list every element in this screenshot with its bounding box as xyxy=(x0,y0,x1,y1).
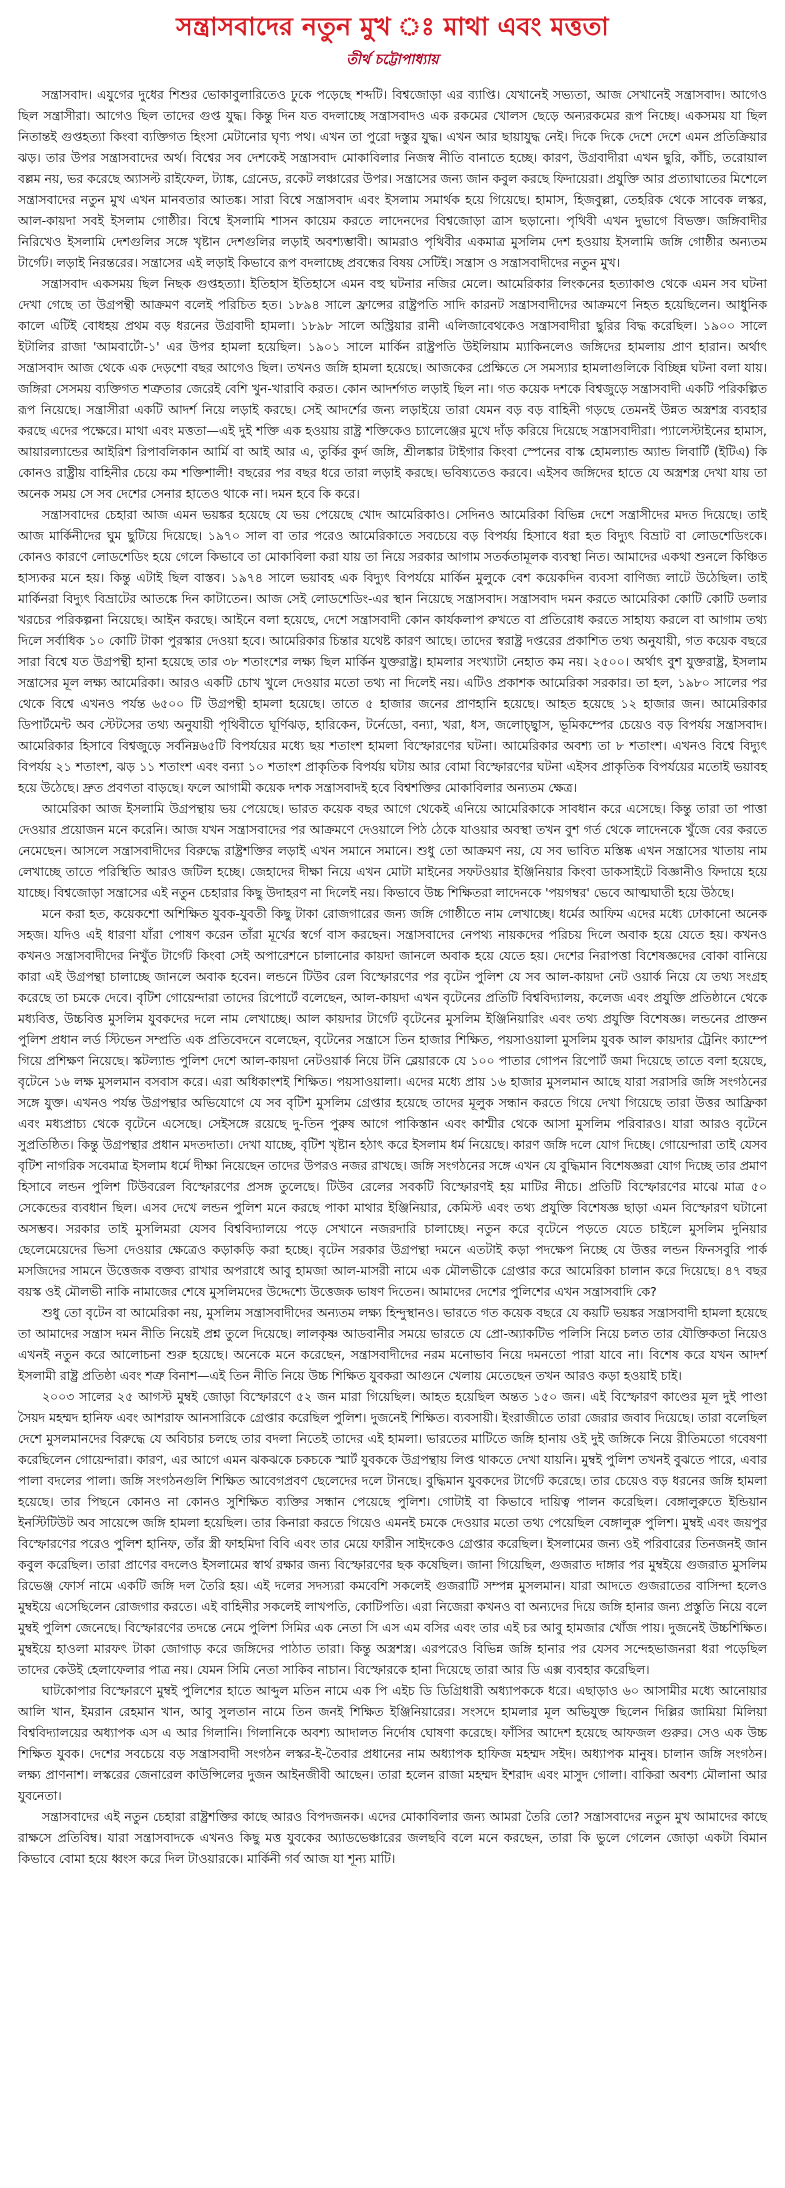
article-paragraph: সন্ত্রাসবাদ। এযুগের দুধের শিশুর ভোকাবুলারিতেও ঢুকে পড়েছে শব্দটি। বিশ্বজোড়া এর ব্যাপ্তি। যেখানেই সভ্যতা, আজ সেখানেই সন্ত্রাসবাদ। আগেও ছিল সন্ত্রাসীরা। আগেও ছিল তাদের গুপ্ত যুদ্ধ। কিন্তু দিন যত বদলাচ্ছে সন্ত্রাসবাদও এক রকমের খোলস ছেড়ে অন্যরকমের রূপ নিচ্ছে। একসময় যা ছিল নিতান্তই গুপ্তহত্যা কিংবা ব্যক্তিগত হিংসা মেটানোর ঘৃণ্য পথ। এখন তা পুরো দস্তুর যুদ্ধ। এখন আর ছায়াযুদ্ধ নেই। দিকে দিকে দেশে দেশে এমন প্রতিক্রিয়ার ঝড়। তার উপর সন্ত্রাসবাদের অর্থ। বিশ্বের সব দেশকেই সন্ত্রাসবাদ মোকাবিলার নিজস্ব নীতি বানাতে হচ্ছে। কারণ, উগ্রবাদীরা এখন ছুরি, কাঁচি, তরোয়াল বল্লম নয়, ভর করেছে অ্যাসল্ট রাইফেল, ট্যাঙ্ক, গ্রেনেড, রকেট লঞ্চারের উপর। সন্ত্রাসের জন্য জান কবুল করছে ফিদায়েরা। প্রযুক্তি আর প্রত্যাঘাতের মিশেলে সন্ত্রাসবাদের নতুন মুখ এখন মানবতার আতঙ্ক। সারা বিশ্বে সন্ত্রাসবাদ এবং ইসলাম সমার্থক হয়ে গিয়েছে। হামাস, হিজবুল্লা, তেহরিক থেকে সাবেক লস্কর, আল-কায়দা সবই ইসলাম গোষ্ঠীর। বিশ্বে ইসলামি শাসন কায়েম করতে লাদেনদের বিশ্বজোড়া ত্রাস ছড়ানো। পৃথিবী এখন দুভাগে বিভক্ত। জঙ্গিবাদীর নিরিখেও ইসলামি দেশগুলির সঙ্গে খৃষ্টান দেশগুলির লড়াই অবশ্যম্ভাবী। আমরাও পৃথিবীর একমাত্র মুসলিম দেশ হওয়ায় ইসলামি জঙ্গি গোষ্ঠীর অন্যতম টার্গেট। লড়াই নিরন্তরের। সন্ত্রাসের এই লড়াই কিভাবে রূপ বদলাচ্ছে প্রবন্ধের বিষয় সেটিই। সন্ত্রাস ও সন্ত্রাসবাদীদের নতুন মুখ। xyxy=(18,87,767,270)
article-paragraph: ২০০৩ সালের ২৫ আগস্ট মুম্বই জোড়া বিস্ফোরণে ৫২ জন মারা গিয়েছিল। আহত হয়েছিল অন্তত ১৫০ জন। এই বিস্ফোরণ কাণ্ডের মূল দুই পাণ্ডা সৈয়দ মহম্মদ হানিফ এবং আশরাফ আনসারিকে গ্রেপ্তার করেছিল পুলিশ। দুজনেই শিক্ষিত। ব্যবসায়ী। ইংরাজীতে তারা জেরার জবাব দিয়েছে। তারা বলেছিল দেশে মুসলমানদের বিরুদ্ধে যে অবিচার চলছে তার বদলা নিতেই তাদের এই হামলা। ভারতের মাটিতে জঙ্গি হানায় ওই দুই জঙ্গিকে নিয়ে রীতিমতো গবেষণা করেছিলেন গোয়েন্দারা। কারণ, এর আগে এমন ঝকঝকে চকচকে স্মার্ট যুবককে উগ্রপন্থায় লিপ্ত থাকতে দেখা যায়নি। মুম্বই পুলিশ তখনই বুঝতে পারে, এবার পালা বদলের পালা। জঙ্গি সংগঠনগুলি শিক্ষিত আবেগপ্রবণ ছেলেদের দলে টানছে। বুদ্ধিমান যুবকদের টার্গেট করেছে। তার চেয়েও বড় ধরনের জঙ্গি হামলা হয়েছে। তার পিছনে কোনও না কোনও সুশিক্ষিত ব্যক্তির সন্ধান পেয়েছে পুলিশ। গোটাই বা কিভাবে দায়িত্ব পালন করেছিল। বেঙ্গালুরুতে ইন্ডিয়ান ইনস্টিটিউট অব সায়েন্সে জঙ্গি হামলা হয়েছিল। তার কিনারা করতে গিয়েও এমনই চমকে দেওয়ার মতো তথ্য পেয়েছিল বেঙ্গালুরু পুলিশ। মুম্বই এবং জয়পুর বিস্ফোরণের পরেও পুলিশ হানিফ, তাঁর স্ত্রী ফাহমিদা বিবি এবং তার মেয়ে ফারীন সাইদকেও গ্রেপ্তার করেছিল। ইসলামের জন্য ওই পরিবারের তিনজনই জান কবুল করেছিল। তারা প্রাণের বদলেও ইসলামের স্বার্থ রক্ষার জন্য বিস্ফোরণের ছক কষেছিল। জানা গিয়েছিল, গুজরাত দাঙ্গার পর মুম্বইয়ে গুজরাত মুসলিম রিভেঞ্জ ফোর্স নামে একটি জঙ্গি দল তৈরি হয়। এই দলের সদস্যরা কমবেশি সকলেই গুজরাটি সম্পন্ন মুসলমান। যারা আদতে গুজরাতের বাসিন্দা হলেও মুম্বইয়ে এসেছিলেন রোজগার করতে। এই বাহিনীর সকলেই লাখপতি, কোটিপতি। এরা নিজেরা কখনও বা অন্যদের দিয়ে জঙ্গি হানার জন্য প্রস্তুতি নিয়ে বলে মুম্বই পুলিশ জেনেছে। বিস্ফোরণের তদন্তে নেমে পুলিশ সিমির এক নেতা সি এস এম বসির এবং তার এই চর আবু হামজার খোঁজ পায়। দুজনেই উচ্চশিক্ষিত। মুম্বইয়ে হাওলা মারফৎ টাকা জোগাড় করে জঙ্গিদের পাঠাত তারা। কিন্তু অস্ত্রশস্ত্র। এরপরেও বিভিন্ন জঙ্গি হানার পর যেসব সন্দেহভাজনরা ধরা পড়েছিল তাদের কেউই হেলাফেলার পাত্র নয়। যেমন সিমি নেতা সাকিব নাচান। বিস্ফোরকে হানা দিয়েছে তারা আর ডি এক্স ব্যবহার করেছিল। xyxy=(18,1389,767,1677)
article-paragraph: আমেরিকা আজ ইসলামি উগ্রপন্থায় ভয় পেয়েছে। ভারত কয়েক বছর আগে থেকেই এনিয়ে আমেরিকাকে সাবধান করে এসেছে। কিন্তু তারা তা পাত্তা দেওয়ার প্রয়োজন মনে করেনি। আজ যখন সন্ত্রাসবাদের পর আক্রমণে দেওয়ালে পিঠ ঠেকে যাওয়ার অবস্থা তখন বুশ গর্ত থেকে লাদেনকে খুঁজে বের করতে নেমেছেন। আসলে সন্ত্রাসবাদীদের বিরুদ্ধে রাষ্ট্রশক্তির লড়াই এখন সমানে সমানে। শুধু তো আক্রমণ নয়, যে সব ভাবিত মস্তিষ্ক এখন সন্ত্রাসের খাতায় নাম লেখাচ্ছে তাতে পরিস্থিতি আরও জটিল হচ্ছে। জেহাদের দীক্ষা নিয়ে এখন মোটা মাইনের সফটওয়ার ইঞ্জিনিয়ার কিংবা ডাকসাইটে বিজ্ঞানীও ফিদায়ে হয়ে যাচ্ছে। বিশ্বজোড়া সন্ত্রাসের এই নতুন চেহারার কিছু উদাহরণ না দিলেই নয়। কিভাবে উচ্চ শিক্ষিতরা লাদেনকে 'পয়গম্বর' ভেবে আত্মঘাতী হয়ে উঠছে। xyxy=(18,801,767,900)
article-paragraph: সন্ত্রাসবাদ একসময় ছিল নিছক গুপ্তহত্যা। ইতিহাস ইতিহাসে এমন বহু ঘটনার নজির মেলে। আমেরিকার লিংকনের হত্যাকাণ্ড থেকে এমন সব ঘটনা দেখা গেছে তা উগ্রপন্থী আক্রমণ বলেই পরিচিত হত। ১৮৯৪ সালে ফ্রান্সের রাষ্ট্রপতি সাদি কারনট সন্ত্রাসবাদীদের আক্রমণে নিহত হয়েছিলেন। আধুনিক কালে এটিই বোধহয় প্রথম বড় ধরনের উগ্রবাদী হামলা। ১৮৯৮ সালে অস্ট্রিয়ার রানী এলিজাবেথকেও সন্ত্রাসবাদীরা ছুরির বিদ্ধ করেছিল। ১৯০০ সালে ইটালির রাজা 'আমবার্টো-১' এর উপর হামলা হয়েছিল। ১৯০১ সালে মার্কিন রাষ্ট্রপতি উইলিয়াম ম্যাকিনলেও জঙ্গিদের হামলায় প্রাণ হারান। অর্থাৎ সন্ত্রাসবাদ আজ থেকে এক দেড়শো বছর আগেও ছিল। তখনও জঙ্গি হামলা হয়েছে। আজকের প্রেক্ষিতে সে সমস্যার হামলাগুলিকে বিচ্ছিন্ন ঘটনা বলা যায়। জঙ্গিরা সেসময় ব্যক্তিগত শত্রুতার জেরেই বেশি খুন-খারাবি করত। কোন আদর্শগত লড়াই ছিল না। গত কয়েক দশকে বিশ্বজুড়ে সন্ত্রাসবাদী একটি পরিকল্পিত রূপ নিয়েছে। সন্ত্রাসীরা একটি আদর্শ নিয়ে লড়াই করছে। সেই আদর্শের জন্য লড়াইয়ে তারা যেমন বড় বড় বাহিনী গড়ছে তেমনই উন্নত অস্ত্রশস্ত্র ব্যবহার করছে এদের পক্ষেরে। মাথা এবং মত্ততা—এই দুই শক্তি এক হওয়ায় রাষ্ট্র শক্তিকেও চ্যালেঞ্জের মুখে দাঁড় করিয়ে দিয়েছে সন্ত্রাসবাদীরা। প্যালেস্টাইনের হামাস, আয়ারল্যান্ডের আইরিশ রিপাবলিকান আর্মি বা আই আর এ, তুর্কির কুর্দ জঙ্গি, শ্রীলঙ্কার টাইগার কিংবা স্পেনের বাস্ক হোমল্যান্ড অ্যান্ড লিবার্টি (ইটিএ) কি কোনও রাষ্ট্রীয় বাহিনীর চেয়ে কম শক্তিশালী! বছরের পর বছর ধরে তারা লড়াই করছে। ভবিষ্যতেও করবে। এইসব জঙ্গিদের হাতে যে অস্ত্রশস্ত্র দেখা যায় তা অনেক সময় সে সব দেশের সেনার হাতেও থাকে না। দমন হবে কি করে। xyxy=(18,276,768,501)
article-paragraph: শুধু তো বৃটেন বা আমেরিকা নয়, মুসলিম সন্ত্রাসবাদীদের অন্যতম লক্ষ্য হিন্দুস্থানও। ভারতে গত কয়েক বছরে যে কয়টি ভয়ঙ্কর সন্ত্রাসবাদী হামলা হয়েছে তা আমাদের সন্ত্রাস দমন নীতি নিয়েই প্রশ্ন তুলে দিয়েছে। লালকৃষ্ণ আডবানীর সময়ে ভারতে যে প্রো-অ্যাকটিভ পলিসি নিয়ে চলত তার যৌক্তিকতা নিয়েও এখনই নতুন করে আলোচনা শুরু হয়েছে। অনেকে মনে করেছেন, সন্ত্রাসবাদীদের নরম মনোভাব নিয়ে দমনতো পারা যাবে না। বিশেষ করে যখন আদর্শ ইসলামী রাষ্ট্র প্রতিষ্ঠা এবং শত্রু বিনাশ—এই তিন নীতি নিয়ে উচ্চ শিক্ষিত যুবকরা আগুনে খেলায় মেতেছেন তখন আরও কড়া হওয়াই চাই। xyxy=(18,1305,767,1383)
article-paragraph: ঘাটকোপার বিস্ফোরণে মুম্বই পুলিশের হাতে আব্দুল মতিন নামে এক পি এইচ ডি ডিগ্রিধারী অধ্যাপককে ধরে। এছাড়াও ৬০ আসামীর মধ্যে আনোয়ার আলি খান, ইমরান রেহমান খান, আবু সুলতান নামে তিন জনই শিক্ষিত ইঞ্জিনিয়ারের। সংসদে হামলার মূল অভিযুক্ত ছিলেন দিল্লির জামিয়া মিলিয়া বিশ্ববিদ্যালয়ের অধ্যাপক এস এ আর গিলানি। গিলানিকে অবশ্য আদালত নির্দোষ ঘোষণা করেছে। ফাঁসির আদেশ হয়েছে আফজল গুরুর। সেও এক উচ্চ শিক্ষিত যুবক। দেশের সবচেয়ে বড় সন্ত্রাসবাদী সংগঠন লস্কর-ই-তৈবার প্রধানের নাম অধ্যাপক হাফিজ মহম্মদ সইদ। অধ্যাপক মানুষ। চালান জঙ্গি সংগঠন। লক্ষ্য প্রাণনাশ। লস্করের জেনারেল কাউন্সিলের দুজন আইনজীবী আছেন। তারা হলেন রাজা মহম্মদ ইশরাদ এবং মাসুদ গোলা। বাকিরা অবশ্য মৌলানা আর যুবনেতা। xyxy=(18,1683,767,1803)
article-title: সন্ত্রাসবাদের নতুন মুখ ঃ মাথা এবং মত্ততা xyxy=(176,12,609,41)
article-body xyxy=(18,84,767,1869)
article-paragraph: সন্ত্রাসবাদের এই নতুন চেহারা রাষ্ট্রশক্তির কাছে আরও বিপদজনক। এদের মোকাবিলার জন্য আমরা তৈরি তো? সন্ত্রাসবাদের নতুন মুখ আমাদের কাছে রাক্ষসে প্রতিবিম্ব। যারা সন্ত্রাসবাদকে এখনও কিছু মত্ত যুবকের অ্যাডভেঞ্চারের জলছবি বলে মনে করছেন, তারা কি ভুলে গেলেন জোড়া একটা বিমান কিভাবে বোমা হয়ে ধ্বংস করে দিল টাওয়ারকে। মার্কিনী গর্ব আজ যা শূন্য মাটি। xyxy=(18,1809,767,1866)
article-paragraph: মনে করা হত, কয়েকশো অশিক্ষিত যুবক-যুবতী কিছু টাকা রোজগারের জন্য জঙ্গি গোষ্ঠীতে নাম লেখাচ্ছে। ধর্মের আফিম এদের মধ্যে ঢোকানো অনেক সহজ। যদিও এই ধারণা যাঁরা পোষণ করেন তাঁরা মূর্খের স্বর্গে বাস করছেন। সন্ত্রাসবাদের নেপথ্য নায়কদের পরিচয় দিলে অবাক হয়ে যেতে হয়। কখনও কখনও সন্ত্রাসবাদীদের নিখুঁত টার্গেট কিংবা সেই অপারেশনে চালানোর কায়দা জানলে অবাক হয়ে যেতে হয়। দেশের নিরাপত্তা বিশেষজ্ঞদের বোকা বানিয়ে কারা এই উগ্রপন্থা চালাচ্ছে জানলে অবাক হবেন। লন্ডনে টিউব রেল বিস্ফোরণের পর বৃটেন পুলিশ যে সব আল-কায়দা নেট ওয়ার্ক নিয়ে যে তথ্য সংগ্রহ করেছে তা চমকে দেবে। বৃটিশ গোয়েন্দারা তাদের রিপোর্টে বলেছেন, আল-কায়দা এখন বৃটেনের প্রতিটি বিশ্ববিদ্যালয়, কলেজ এবং প্রযুক্তি প্রতিষ্ঠানে থেকে মধ্যবিত্ত, উচ্চবিত্ত মুসলিম যুবকদের দলে নাম লেখাচ্ছে। আল কায়দার টার্গেট বৃটেনের মুসলিম ইঞ্জিনিয়ারিং এবং তথ্য প্রযুক্তি বিশেষজ্ঞ। লন্ডনের প্রাক্তন পুলিশ প্রধান লর্ড স্টিভেন সম্প্রতি এক প্রতিবেদনে বলেছেন, বৃটেনের সন্ত্রাসে তিন হাজার শিক্ষিত, পয়সাওয়ালা মুসলিম যুবক আল কায়দার ট্রেনিং ক্যাম্পে গিয়ে প্রশিক্ষণ নিয়েছে। স্কটল্যান্ড পুলিশ দেশে আল-কায়দা নেটওয়ার্ক নিয়ে টনি ব্লেয়ারকে যে ১০০ পাতার গোপন রিপোর্ট জমা দিয়েছে তাতে বলা হয়েছে, বৃটেনে ১৬ লক্ষ মুসলমান বসবাস করে। এরা অধিকাংশই শিক্ষিত। পয়সাওয়ালা। এদের মধ্যে প্রায় ১৬ হাজার মুসলমান আছে যারা সরাসরি জঙ্গি সংগঠনের সঙ্গে যুক্ত। এখনও পর্যন্ত উগ্রপন্থার অভিযোগে যে সব বৃটিশ মুসলিম গ্রেপ্তার হয়েছে তাদের মূলুক সন্ধান করতে গিয়ে দেখা গিয়েছে তারা উত্তর আফ্রিকা এবং মধ্যপ্রাচ্য থেকে বৃটেনে এসেছে। সেইসঙ্গে রয়েছে দু-তিন পুরুষ আগে পাকিস্তান এবং কাশ্মীর থেকে আসা মুসলিম পরিবারও। যারা আরও বৃটেনে সুপ্রতিষ্ঠিত। কিন্তু উগ্রপন্থার প্রধান মদতদাতা। দেখা যাচ্ছে, বৃটিশ খৃষ্টান হঠাৎ করে ইসলাম ধর্ম নিয়েছে। কারণ জঙ্গি দলে যোগ দিচ্ছে। গোয়েন্দারা তাই যেসব বৃটিশ নাগরিক সবেমাত্র ইসলাম ধর্মে দীক্ষা নিয়েছেন তাদের উপরও নজর রাখছে। জঙ্গি সংগঠনের সঙ্গে এখন যে বুদ্ধিমান বিশেষজ্ঞরা যোগ দিচ্ছে তার প্রমাণ হিসাবে লন্ডন পুলিশ টিউবরেল বিস্ফোরণের প্রসঙ্গ তুলেছে। টিউব রেলের সবকটি বিস্ফোরণই হয় মাটির নীচে। প্রতিটি বিস্ফোরণের মাঝে মাত্র ৫০ সেকেন্ডের ব্যবধান ছিল। এসব দেখে লন্ডন পুলিশ মনে করছে পাকা মাথার ইঞ্জিনিয়ার, কেমিস্ট এবং তথ্য প্রযুক্তি বিশেষজ্ঞ ছাড়া এমন বিস্ফোরণ ঘটানো অসম্ভব। সরকার তাই মুসলিমরা যেসব বিশ্ববিদ্যালয়ে পড়ে সেখানে নজরদারি চালাচ্ছে। নতুন করে বৃটেনে পড়তে যেতে চাইলে মুসলিম দুনিয়ার ছেলেমেয়েদের ভিসা দেওয়ার ক্ষেত্রেও কড়াকড়ি করা হচ্ছে। বৃটেন সরকার উগ্রপন্থা দমনে এতটাই কড়া পদক্ষেপ নিচ্ছে যে উত্তর লন্ডন ফিনসবুরি পার্ক মসজিদের সামনে উত্তেজক বক্তব্য রাখার অপরাধে আবু হামজা আল-মাসরী নামে এক মৌলভীকে গ্রেপ্তার করে আমেরিকা চালান করে দিয়েছে। ৪৭ বছর বয়স্ক ওই মৌলভী নাকি নামাজের শেষে মুসলিমদের উদ্দেশ্যে উত্তেজক ভাষণ দিতেন। আমাদের দেশের পুলিশের এখন সন্ত্রাসবাদি কে? xyxy=(18,906,767,1299)
article-paragraph: সন্ত্রাসবাদের চেহারা আজ এমন ভয়ঙ্কর হয়েছে যে ভয় পেয়েছে খোদ আমেরিকাও। সেদিনও আমেরিকা বিভিন্ন দেশে সন্ত্রাসীদের মদত দিয়েছে। তাই আজ মার্কিনীদের ঘুম ছুটিয়ে দিয়েছে। ১৯৭০ সাল বা তার পরেও আমেরিকাতে সবচেয়ে বড় বিপর্যয় হিসাবে ধরা হত বিদ্যুৎ বিভ্রাট বা লোডশেডিংকে। কোনও কারণে লোডশেডিং হয়ে গেলে কিভাবে তা মোকাবিলা করা যায় তা নিয়ে সরকার আগাম সতর্কতামূলক ব্যবস্থা নিত। আমাদের একথা শুনলে কিঞ্চিত হাস্যকর মনে হয়। কিন্তু এটাই ছিল বাস্তব। ১৯৭৪ সালে ভয়াবহ এক বিদ্যুৎ বিপর্যয়ে মার্কিন মুলুকে বেশ কয়েকদিন ব্যবসা বাণিজ্য লাটে উঠেছিল। তাই মার্কিনরা বিদ্যুৎ বিভ্রাটের আতঙ্কে দিন কাটাতেন। আজ সেই লোডশেডিং-এর স্থান নিয়েছে সন্ত্রাসবাদ। সন্ত্রাসবাদ দমন করতে আমেরিকা কোটি কোটি ডলার খরচের পরিকল্পনা নিয়েছে। আইন করছে। আইনে বলা হয়েছে, দেশে সন্ত্রাসবাদী কোন কার্যকলাপ রুখতে বা প্রতিরোধ করতে সাহায্য করলে বা আগাম তথ্য দিলে সর্বাধিক ১০ কোটি টাকা পুরস্কার দেওয়া হবে। আমেরিকার চিন্তার যথেষ্ট কারণ আছে। তাদের স্বরাষ্ট্র দপ্তরের প্রকাশিত তথ্য অনুযায়ী, গত কয়েক বছরে সারা বিশ্বে যত উগ্রপন্থী হানা হয়েছে তার ৩৮ শতাংশের লক্ষ্য ছিল মার্কিন যুক্তরাষ্ট্র। হামলার সংখ্যাটা নেহাত কম নয়। ২৫০০। অর্থাৎ বুশ যুক্তরাষ্ট্র, ইসলাম সন্ত্রাসের মূল লক্ষ্য আমেরিকা। আরও একটি চোখ খুলে দেওয়ার মতো তথ্য না দিলেই নয়। এটিও প্রকাশক আমেরিকা সরকার। তা হল, ১৯৮০ সালের পর থেকে বিশ্বে এখনও পর্যন্ত ৬৫০০ টি উগ্রপন্থী হামলা হয়েছে। তাতে ৫ হাজার জনের প্রাণহানি হয়েছে। আহত হয়েছে ১২ হাজার জন। আমেরিকার ডিপার্টমেন্ট অব স্টেটসের তথ্য অনুযায়ী পৃথিবীতে ঘূর্ণিঝড়, হারিকেন, টর্নেডো, বন্যা, খরা, ধস, জলোচ্ছ্বাস, ভূমিকম্পের চেয়েও বড় বিপর্যয় সন্ত্রাসবাদ। আমেরিকার হিসাবে বিশ্বজুড়ে সর্বনিম্ন৬৫টি বিপর্যয়ের মধ্যে ছয় শতাংশ হামলা বিস্ফোরণের ঘটনা। আমেরিকার অবশ্য তা ৮ শতাংশ। এখনও বিশ্বে বিদ্যুৎ বিপর্যয় ২১ শতাংশ, ঝড় ১১ শতাংশ এবং বন্যা ১০ শতাংশ প্রাকৃতিক বিপর্যয় ঘটায় আর বোমা বিস্ফোরণের ঘটনা এইসব প্রাকৃতিক বিপর্যয়ের মতোই ভয়াবহ হয়ে উঠেছে। দ্রুত প্রবণতা বাড়ছে। ফলে আগামী কয়েক দশক সন্ত্রাসবাদই হবে বিশ্বশক্তির মোকাবিলার অন্যতম ক্ষেত্র। xyxy=(18,507,767,795)
article-author: তীর্থ চট্টোপাধ্যায় xyxy=(346,52,439,68)
